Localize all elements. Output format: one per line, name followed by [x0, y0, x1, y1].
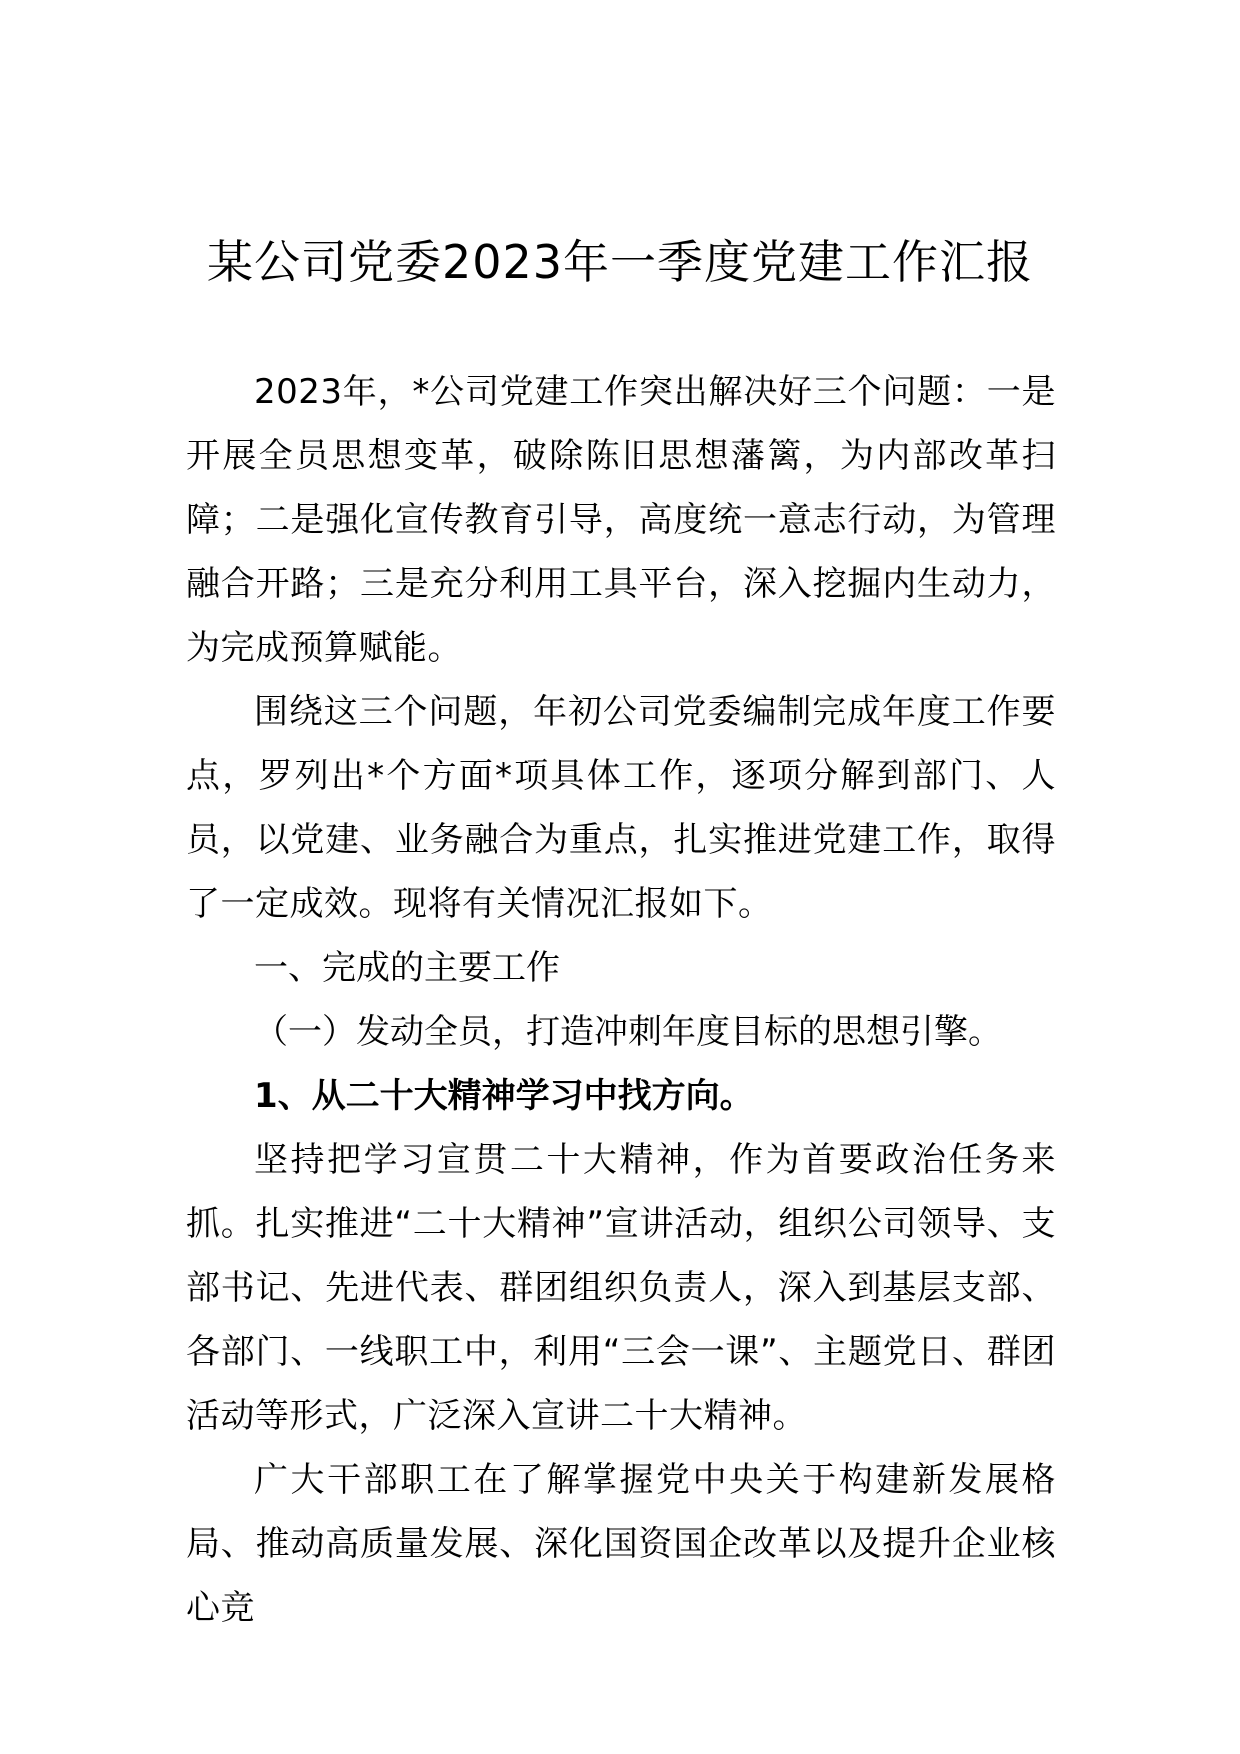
document-body — [186, 360, 1056, 1640]
document-title: 某公司党委2023年一季度党建工作汇报 — [206, 235, 1034, 289]
cadre-paragraph: 广大干部职工在了解掌握党中央关于构建新发展格局、推动高质量发展、深化国资国企改革以及提升企业核心竞 — [186, 1460, 1056, 1628]
intro-paragraph: 2023年，*公司党建工作突出解决好三个问题：一是开展全员思想变革，破除陈旧思想藩篱，为内部改革扫障；二是强化宣传教育引导，高度统一意志行动，为管理融合开路；三是充分利用工具平台，深入挖掘内生动力，为完成预算赋能。 — [186, 372, 1056, 668]
section-heading: 一、完成的主要工作 — [254, 948, 560, 988]
study-paragraph: 坚持把学习宣贯二十大精神，作为首要政治任务来抓。扎实推进“二十大精神”宣讲活动，组织公司领导、支部书记、先进代表、群团组织负责人，深入到基层支部、各部门、一线职工中，利用“三会一课”、主题党日、群团活动等形式，广泛深入宣讲二十大精神。 — [186, 1140, 1056, 1436]
item-heading: 1、从二十大精神学习中找方向。 — [254, 1076, 754, 1116]
overview-paragraph: 围绕这三个问题，年初公司党委编制完成年度工作要点，罗列出*个方面*项具体工作，逐项分解到部门、人员，以党建、业务融合为重点，扎实推进党建工作，取得了一定成效。现将有关情况汇报如下。 — [186, 692, 1056, 924]
subsection-heading: （一）发动全员，打造冲刺年度目标的思想引擎。 — [254, 1012, 1002, 1052]
